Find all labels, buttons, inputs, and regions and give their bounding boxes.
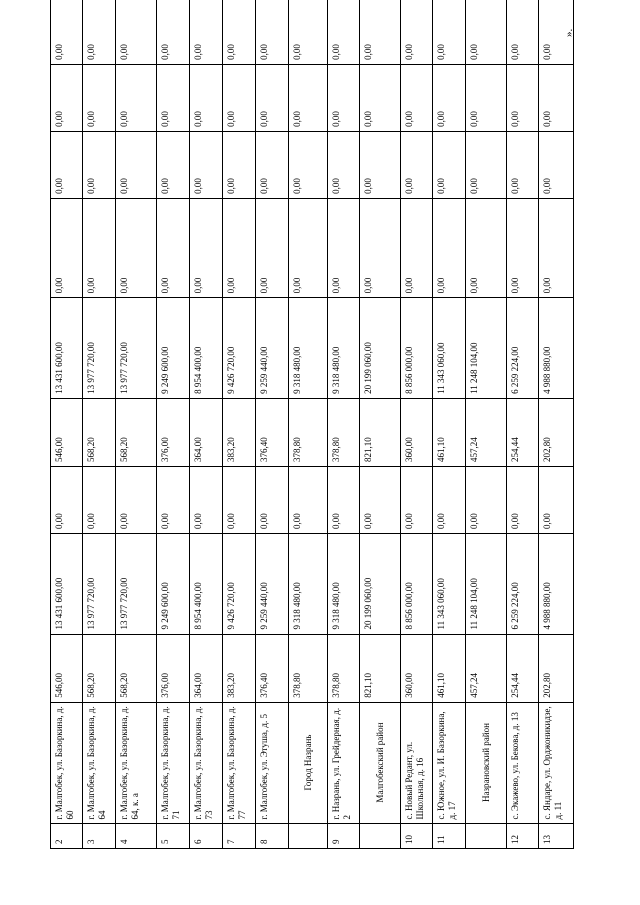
table-row [223, 0, 256, 849]
table-row [256, 0, 289, 849]
cell-area: 461,10 [433, 634, 466, 702]
cell-z4: 0,00 [466, 64, 507, 131]
cell-area2: 568,20 [116, 398, 157, 466]
cell-z3: 0,00 [360, 131, 401, 198]
cell-cost2: 13 977 720,00 [116, 298, 157, 399]
cell-num: 3 [83, 824, 116, 849]
cell-z5: 0,00 [157, 0, 190, 64]
cell-cost1: 9 426 720,00 [223, 534, 256, 635]
cell-z5: 0,00 [539, 0, 574, 64]
cell-num [466, 824, 507, 849]
cell-z2: 0,00 [256, 198, 289, 297]
cell-area: 457,24 [466, 634, 507, 702]
cell-z5: 0,00 [466, 0, 507, 64]
cell-cost2: 11 248 104,00 [466, 298, 507, 399]
cell-area: 364,00 [190, 634, 223, 702]
cell-cost2: 9 318 480,00 [328, 298, 360, 399]
cell-z5: 0,00 [328, 0, 360, 64]
cell-z2: 0,00 [190, 198, 223, 297]
cell-cost1: 6 259 224,00 [507, 534, 539, 635]
cell-num: 5 [157, 824, 190, 849]
cell-z1: 0,00 [190, 467, 223, 534]
cell-z4: 0,00 [539, 64, 574, 131]
cell-cost2: 8 954 400,00 [190, 298, 223, 399]
cell-cost2: 13 431 600,00 [51, 298, 83, 399]
cell-z4: 0,00 [51, 64, 83, 131]
cell-address: г. Малгобек, ул. Базоркина, д. 77 [223, 702, 256, 824]
cell-cost2: 9 426 720,00 [223, 298, 256, 399]
cell-z4: 0,00 [157, 64, 190, 131]
table-row [507, 0, 539, 849]
cell-cost1: 4 988 880,00 [539, 534, 574, 635]
cell-area2: 364,00 [190, 398, 223, 466]
cell-z3: 0,00 [83, 131, 116, 198]
table-row [51, 0, 83, 849]
cell-z3: 0,00 [51, 131, 83, 198]
cell-area2: 254,44 [507, 398, 539, 466]
cell-area: 376,40 [256, 634, 289, 702]
cell-cost2: 9 249 600,00 [157, 298, 190, 399]
cell-cost2: 13 977 720,00 [83, 298, 116, 399]
cell-cost1: 9 318 480,00 [328, 534, 360, 635]
cell-z2: 0,00 [539, 198, 574, 297]
cell-z1: 0,00 [116, 467, 157, 534]
cell-address: с. Яндаре, ул. Орджоникидзе, д. 11 [539, 702, 574, 824]
cell-num: 6 [190, 824, 223, 849]
cell-num: 7 [223, 824, 256, 849]
cell-area2: 546,00 [51, 398, 83, 466]
cell-cost1: 11 248 104,00 [466, 534, 507, 635]
table-row [328, 0, 360, 849]
cell-z5: 0,00 [360, 0, 401, 64]
cell-address: г. Малгобек, ул. Базоркина, д. 64 [83, 702, 116, 824]
cell-z1: 0,00 [507, 467, 539, 534]
group-row [360, 0, 401, 849]
cell-area2: 378,80 [289, 398, 328, 466]
cell-z5: 0,00 [116, 0, 157, 64]
cell-cost1: 8 856 000,00 [401, 534, 433, 635]
cell-z4: 0,00 [401, 64, 433, 131]
cell-z3: 0,00 [223, 131, 256, 198]
cell-num: 13 [539, 824, 574, 849]
cell-z1: 0,00 [539, 467, 574, 534]
cell-cost2: 8 856 000,00 [401, 298, 433, 399]
cell-area: 360,00 [401, 634, 433, 702]
cell-z1: 0,00 [83, 467, 116, 534]
cell-area2: 376,00 [157, 398, 190, 466]
cell-cost1: 9 259 440,00 [256, 534, 289, 635]
cell-z2: 0,00 [507, 198, 539, 297]
cell-num: 12 [507, 824, 539, 849]
cell-area: 568,20 [116, 634, 157, 702]
cell-address: г. Малгобек, ул. Базоркина, д. 60 [51, 702, 83, 824]
group-row [466, 0, 507, 849]
cell-z4: 0,00 [289, 64, 328, 131]
cell-cost2: 4 988 880,00 [539, 298, 574, 399]
cell-address: Назрановский район [466, 702, 507, 824]
table-row [539, 0, 574, 849]
cell-area: 378,80 [289, 634, 328, 702]
table-row [157, 0, 190, 849]
cell-z5: 0,00 [223, 0, 256, 64]
cell-num: 11 [433, 824, 466, 849]
cell-z4: 0,00 [328, 64, 360, 131]
cell-area: 821,10 [360, 634, 401, 702]
cell-area2: 821,10 [360, 398, 401, 466]
end-quote-mark: ». [563, 28, 575, 37]
cell-z1: 0,00 [401, 467, 433, 534]
cell-z2: 0,00 [360, 198, 401, 297]
cell-num: 2 [51, 824, 83, 849]
cell-z2: 0,00 [401, 198, 433, 297]
cell-area2: 461,10 [433, 398, 466, 466]
cell-area2: 360,00 [401, 398, 433, 466]
cell-z3: 0,00 [190, 131, 223, 198]
cell-cost1: 13 977 720,00 [116, 534, 157, 635]
cell-area: 383,20 [223, 634, 256, 702]
cell-z5: 0,00 [83, 0, 116, 64]
cell-cost2: 20 199 060,00 [360, 298, 401, 399]
cell-z5: 0,00 [401, 0, 433, 64]
cell-area: 546,00 [51, 634, 83, 702]
cell-z3: 0,00 [157, 131, 190, 198]
cell-z3: 0,00 [466, 131, 507, 198]
cell-z5: 0,00 [289, 0, 328, 64]
group-row [289, 0, 328, 849]
cell-num: 4 [116, 824, 157, 849]
cell-cost2: 9 318 480,00 [289, 298, 328, 399]
table-row [190, 0, 223, 849]
cell-z4: 0,00 [190, 64, 223, 131]
table-row [83, 0, 116, 849]
cell-num [360, 824, 401, 849]
cell-address: Малгобекский район [360, 702, 401, 824]
cell-z3: 0,00 [256, 131, 289, 198]
cell-z2: 0,00 [223, 198, 256, 297]
cell-area: 376,00 [157, 634, 190, 702]
cell-num: 9 [328, 824, 360, 849]
cell-area: 202,80 [539, 634, 574, 702]
cell-cost2: 11 343 060,00 [433, 298, 466, 399]
cell-z3: 0,00 [539, 131, 574, 198]
cell-address: с. Экажево, ул. Бекова, д. 13 [507, 702, 539, 824]
cell-z2: 0,00 [83, 198, 116, 297]
cell-z4: 0,00 [360, 64, 401, 131]
cell-z2: 0,00 [466, 198, 507, 297]
cell-z1: 0,00 [256, 467, 289, 534]
cell-z1: 0,00 [51, 467, 83, 534]
cell-address: г. Малгобек, ул. Базоркина, д. 73 [190, 702, 223, 824]
table-row [116, 0, 157, 849]
buildings-cost-table [50, 0, 574, 849]
cell-z5: 0,00 [256, 0, 289, 64]
cell-area2: 378,80 [328, 398, 360, 466]
cell-address: с. Южное, ул. И. Базоркина, д. 17 [433, 702, 466, 824]
cell-z2: 0,00 [289, 198, 328, 297]
cell-address: г. Малгобек, ул. Базоркина, д. 71 [157, 702, 190, 824]
cell-z4: 0,00 [116, 64, 157, 131]
cell-address: с. Новый Редант, ул. Школьная, д. 16 [401, 702, 433, 824]
cell-z5: 0,00 [190, 0, 223, 64]
cell-area2: 568,20 [83, 398, 116, 466]
cell-cost2: 9 259 440,00 [256, 298, 289, 399]
cell-cost1: 20 199 060,00 [360, 534, 401, 635]
cell-z3: 0,00 [289, 131, 328, 198]
cell-address: Город Назрань [289, 702, 328, 824]
cell-address: г. Малгобек, ул. Базоркина, д. 64, к. а [116, 702, 157, 824]
cell-address: г. Малгобек, ул. Этуша, д. 5 [256, 702, 289, 824]
cell-z5: 0,00 [433, 0, 466, 64]
cell-area2: 457,24 [466, 398, 507, 466]
cell-z4: 0,00 [223, 64, 256, 131]
cell-cost1: 8 954 400,00 [190, 534, 223, 635]
table-row [433, 0, 466, 849]
cell-area: 568,20 [83, 634, 116, 702]
cell-z2: 0,00 [157, 198, 190, 297]
cell-z1: 0,00 [466, 467, 507, 534]
cell-z5: 0,00 [51, 0, 83, 64]
cell-cost1: 13 977 720,00 [83, 534, 116, 635]
cell-z1: 0,00 [328, 467, 360, 534]
cell-address: г. Назрань, ул. Грейдерная, д. 2 [328, 702, 360, 824]
cell-z3: 0,00 [507, 131, 539, 198]
cell-cost1: 9 249 600,00 [157, 534, 190, 635]
cell-cost2: 6 259 224,00 [507, 298, 539, 399]
cell-z3: 0,00 [433, 131, 466, 198]
cell-z2: 0,00 [328, 198, 360, 297]
cell-area: 254,44 [507, 634, 539, 702]
cell-z3: 0,00 [401, 131, 433, 198]
cell-area: 378,80 [328, 634, 360, 702]
cell-z2: 0,00 [433, 198, 466, 297]
cell-z1: 0,00 [433, 467, 466, 534]
cell-z5: 0,00 [507, 0, 539, 64]
cell-z2: 0,00 [116, 198, 157, 297]
cell-z3: 0,00 [116, 131, 157, 198]
cell-z1: 0,00 [289, 467, 328, 534]
cell-cost1: 13 431 600,00 [51, 534, 83, 635]
cell-area2: 376,40 [256, 398, 289, 466]
cell-z4: 0,00 [507, 64, 539, 131]
cell-z1: 0,00 [157, 467, 190, 534]
cell-z1: 0,00 [223, 467, 256, 534]
cell-z2: 0,00 [51, 198, 83, 297]
cell-cost1: 11 343 060,00 [433, 534, 466, 635]
cell-z3: 0,00 [328, 131, 360, 198]
table-row [401, 0, 433, 849]
cell-num: 8 [256, 824, 289, 849]
cell-z4: 0,00 [256, 64, 289, 131]
cell-z4: 0,00 [433, 64, 466, 131]
cell-area2: 383,20 [223, 398, 256, 466]
cell-area2: 202,80 [539, 398, 574, 466]
cell-num [289, 824, 328, 849]
cell-z1: 0,00 [360, 467, 401, 534]
cell-cost1: 9 318 480,00 [289, 534, 328, 635]
cell-z4: 0,00 [83, 64, 116, 131]
cell-num: 10 [401, 824, 433, 849]
